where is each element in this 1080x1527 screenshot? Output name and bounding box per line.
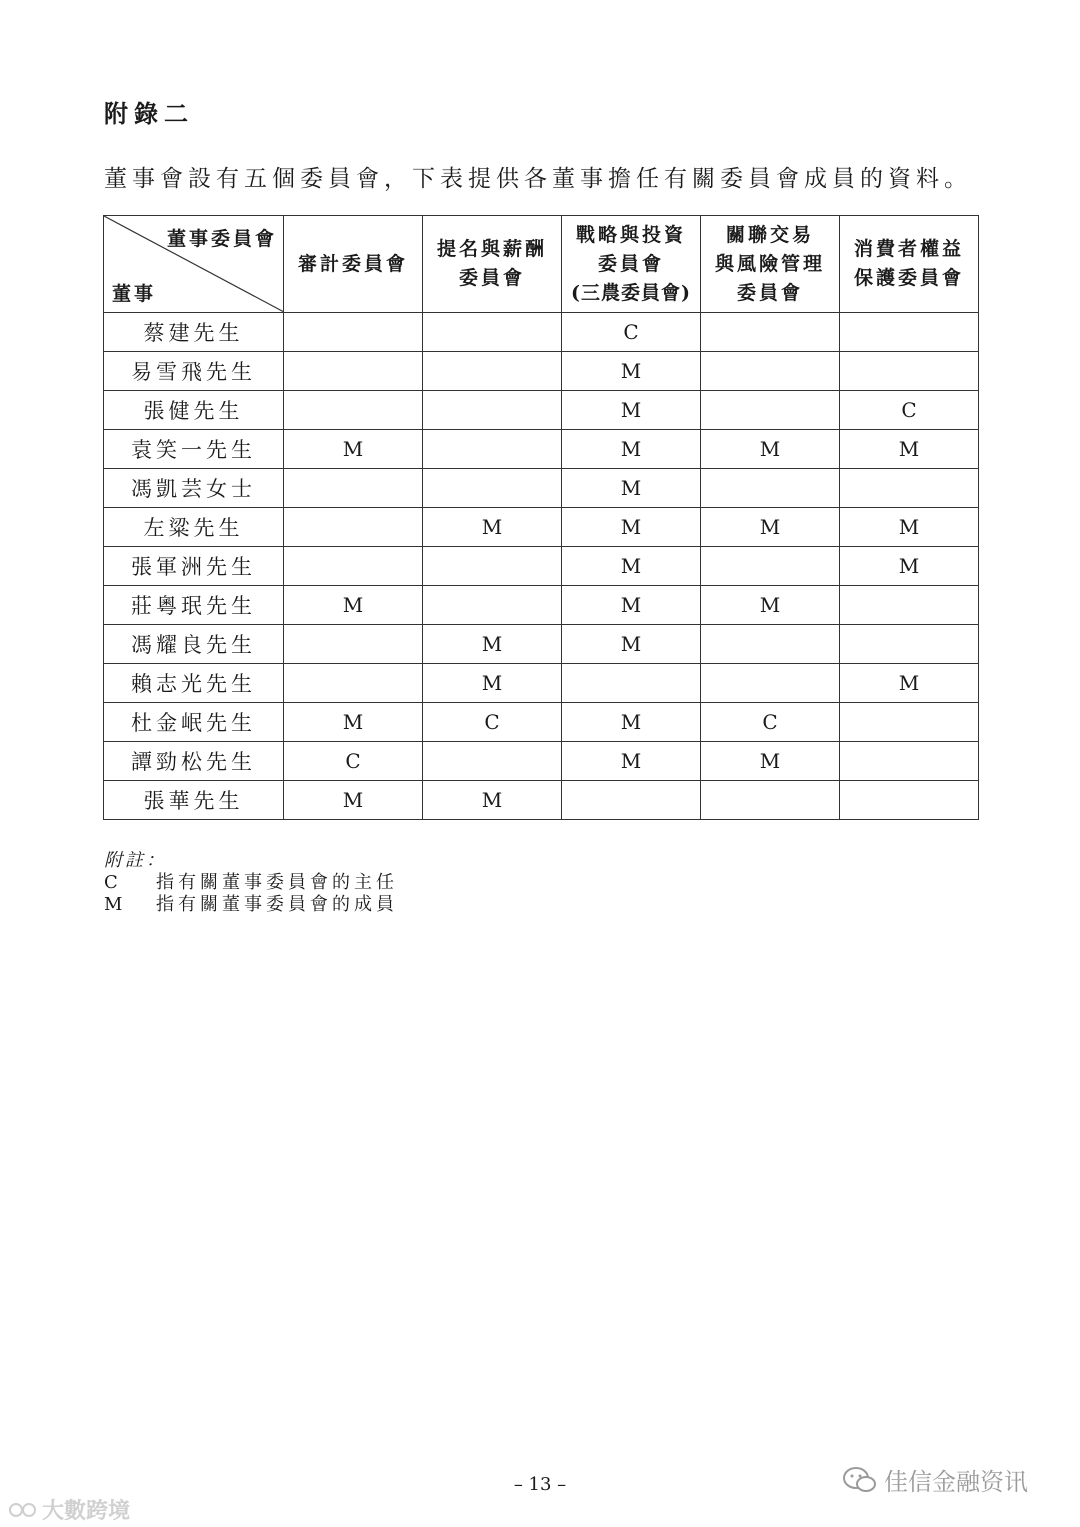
membership-cell: M <box>423 664 562 703</box>
header-line: 委員會 <box>597 252 664 275</box>
membership-cell <box>701 664 840 703</box>
header-line: 審計委員會 <box>297 252 408 275</box>
membership-cell <box>701 313 840 352</box>
header-line: 戰略與投資 <box>575 223 686 246</box>
membership-cell: M <box>701 586 840 625</box>
membership-cell <box>701 352 840 391</box>
membership-cell <box>840 781 979 820</box>
membership-cell: M <box>562 547 701 586</box>
membership-cell: M <box>562 742 701 781</box>
table-row <box>104 742 979 781</box>
membership-cell: M <box>840 430 979 469</box>
table-row <box>104 391 979 430</box>
membership-cell: M <box>423 781 562 820</box>
membership-cell <box>701 625 840 664</box>
director-name: 左粱先生 <box>104 508 284 547</box>
watermark-left-text: 大數跨境 <box>42 1499 131 1524</box>
table-row <box>104 781 979 820</box>
header-line: 委員會 <box>458 267 525 289</box>
membership-cell <box>423 547 562 586</box>
table-row <box>104 469 979 508</box>
note-item <box>104 894 398 916</box>
membership-cell <box>562 664 701 703</box>
corner-header-cell <box>104 216 284 313</box>
membership-cell <box>840 313 979 352</box>
watermark-left <box>8 1494 130 1525</box>
table-row <box>104 664 979 703</box>
table-row <box>104 547 979 586</box>
membership-cell: M <box>423 625 562 664</box>
director-name: 賴志光先生 <box>104 664 284 703</box>
membership-cell <box>840 352 979 391</box>
membership-cell <box>840 742 979 781</box>
membership-cell <box>701 547 840 586</box>
membership-cell: C <box>284 742 423 781</box>
membership-cell <box>423 430 562 469</box>
director-name: 譚勁松先生 <box>104 742 284 781</box>
membership-cell <box>284 625 423 664</box>
membership-cell <box>840 625 979 664</box>
header-related-party <box>701 216 840 313</box>
membership-cell <box>284 469 423 508</box>
header-strategy <box>562 216 701 313</box>
director-name: 易雪飛先生 <box>104 352 284 391</box>
director-name: 馮耀良先生 <box>104 625 284 664</box>
header-line: 與風險管理 <box>714 252 825 275</box>
header-consumer <box>840 216 979 313</box>
membership-cell <box>423 742 562 781</box>
corner-label-committee: 董事委員會 <box>166 228 277 250</box>
membership-cell: M <box>284 586 423 625</box>
table-row <box>104 586 979 625</box>
membership-cell <box>284 313 423 352</box>
wechat-icon <box>842 1465 878 1495</box>
membership-cell: C <box>423 703 562 742</box>
director-name: 馮凱芸女士 <box>104 469 284 508</box>
header-line: 保護委員會 <box>853 267 964 289</box>
membership-cell <box>840 703 979 742</box>
director-name: 蔡建先生 <box>104 313 284 352</box>
header-line: 消費者權益 <box>853 238 964 260</box>
notes-title: 附註： <box>104 850 167 871</box>
membership-cell: M <box>284 430 423 469</box>
header-audit <box>284 216 423 313</box>
table-row <box>104 430 979 469</box>
membership-cell <box>284 547 423 586</box>
note-text: 指有關董事委員會的主任 <box>156 872 398 893</box>
membership-cell: M <box>840 547 979 586</box>
membership-cell: M <box>562 586 701 625</box>
membership-cell <box>701 781 840 820</box>
notes <box>104 850 398 916</box>
membership-cell: M <box>701 508 840 547</box>
header-line: 提名與薪酬 <box>436 238 547 260</box>
note-text: 指有關董事委員會的成員 <box>156 894 398 915</box>
membership-cell: M <box>562 508 701 547</box>
membership-cell: C <box>701 703 840 742</box>
table-row <box>104 625 979 664</box>
table-row <box>104 352 979 391</box>
note-key: C <box>104 872 118 893</box>
note-key: M <box>104 894 123 915</box>
corner-label-director: 董事 <box>112 283 157 305</box>
watermark-right <box>842 1462 1028 1497</box>
director-name: 張華先生 <box>104 781 284 820</box>
membership-cell <box>423 469 562 508</box>
membership-cell <box>284 664 423 703</box>
page-number: – 13 – <box>513 1474 567 1495</box>
watermark-right-text: 佳信金融资讯 <box>884 1468 1028 1496</box>
membership-cell <box>423 586 562 625</box>
table-row <box>104 703 979 742</box>
membership-cell <box>423 352 562 391</box>
membership-cell: M <box>562 430 701 469</box>
director-name: 杜金岷先生 <box>104 703 284 742</box>
membership-cell: M <box>701 430 840 469</box>
membership-cell: M <box>562 391 701 430</box>
note-item <box>104 872 398 894</box>
membership-cell: M <box>840 664 979 703</box>
table-body <box>104 313 979 820</box>
intro-paragraph: 董事會設有五個委員會，下表提供各董事擔任有關委員會成員的資料。 <box>104 166 972 192</box>
membership-cell: C <box>562 313 701 352</box>
membership-cell <box>840 469 979 508</box>
membership-cell <box>284 391 423 430</box>
director-name: 袁笑一先生 <box>104 430 284 469</box>
membership-cell <box>423 313 562 352</box>
membership-cell <box>840 586 979 625</box>
table-header-row <box>104 216 979 313</box>
membership-cell: M <box>840 508 979 547</box>
director-name: 張軍洲先生 <box>104 547 284 586</box>
appendix-title: 附錄二 <box>104 99 194 128</box>
table-row <box>104 313 979 352</box>
membership-cell <box>423 391 562 430</box>
header-nomination <box>423 216 562 313</box>
membership-cell: C <box>840 391 979 430</box>
header-line: (三農委員會) <box>571 281 691 304</box>
watermark-logo-icon <box>8 1500 38 1520</box>
membership-cell: M <box>284 781 423 820</box>
committee-table <box>103 215 979 820</box>
membership-cell: M <box>701 742 840 781</box>
membership-cell <box>701 469 840 508</box>
membership-cell: M <box>562 625 701 664</box>
membership-cell: M <box>284 703 423 742</box>
membership-cell <box>284 352 423 391</box>
membership-cell <box>284 508 423 547</box>
membership-cell <box>701 391 840 430</box>
header-line: 委員會 <box>736 281 803 304</box>
header-line: 關聯交易 <box>725 223 814 246</box>
membership-cell: M <box>562 703 701 742</box>
membership-cell: M <box>562 469 701 508</box>
membership-cell: M <box>562 352 701 391</box>
director-name: 張健先生 <box>104 391 284 430</box>
membership-cell <box>562 781 701 820</box>
director-name: 莊粵珉先生 <box>104 586 284 625</box>
table-row <box>104 508 979 547</box>
membership-cell: M <box>423 508 562 547</box>
